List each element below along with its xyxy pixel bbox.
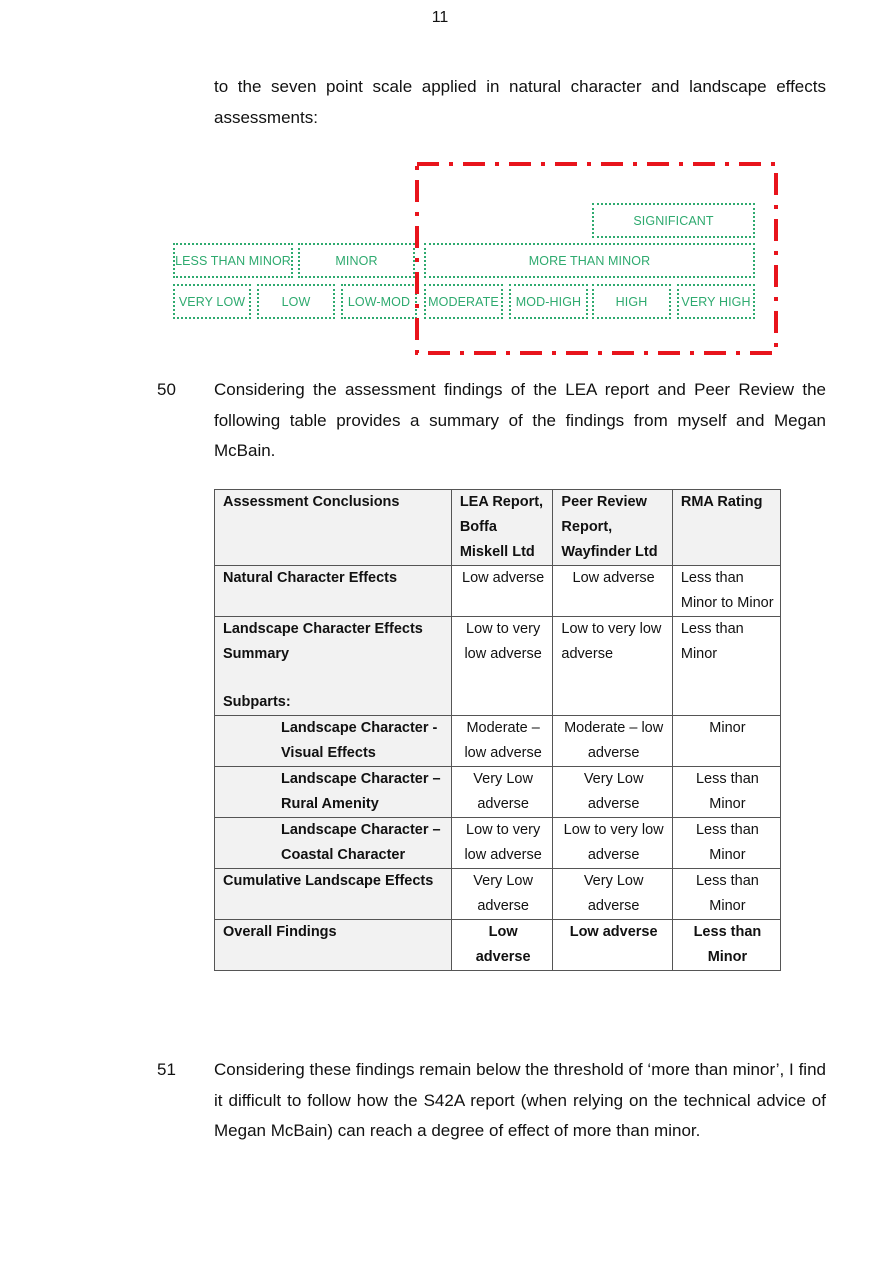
effects-scale-diagram [0,0,880,380]
scale-box-low-mod: LOW-MOD [341,284,417,319]
header-assessment-conclusions: Assessment Conclusions [215,490,452,566]
scale-box-moderate: MODERATE [424,284,503,319]
table-row [215,767,781,818]
peer-cell: Low adverse [553,920,672,971]
table-row [215,566,781,617]
lea-cell: Very Low adverse [451,767,553,818]
peer-cell: Low to very low adverse [553,617,672,716]
rma-cell: Less than Minor to Minor [672,566,780,617]
rma-cell: Less than Minor [672,920,780,971]
lea-cell: Low to very low adverse [451,617,553,716]
peer-cell: Low to very low adverse [553,818,672,869]
scale-box-more-than-minor: MORE THAN MINOR [424,243,755,278]
peer-cell: Very Low adverse [553,767,672,818]
header-lea-report: LEA Report, Boffa Miskell Ltd [451,490,553,566]
table-header-row [215,490,781,566]
scale-box-minor: MINOR [298,243,415,278]
more-than-minor-highlight-frame [415,162,778,355]
lea-cell: Low to very low adverse [451,818,553,869]
table-row [215,869,781,920]
header-peer-review: Peer Review Report, Wayfinder Ltd [553,490,672,566]
rma-cell: Less than Minor [672,818,780,869]
row-label: Landscape Character – Rural Amenity [215,767,452,818]
lea-cell: Low adverse [451,920,553,971]
scale-box-mod-high: MOD-HIGH [509,284,588,319]
lea-cell: Very Low adverse [451,869,553,920]
table-row [215,716,781,767]
row-label: Landscape Character – Coastal Character [215,818,452,869]
scale-box-less-than-minor: LESS THAN MINOR [173,243,293,278]
row-label-cell [215,617,452,716]
paragraph-number-50: 50 [157,380,176,399]
table-row [215,818,781,869]
scale-box-high: HIGH [592,284,671,319]
subparts-label: Subparts: [223,694,291,710]
intro-paragraph: to the seven point scale applied in natural character and landscape effects assessments: [214,77,826,127]
row-label: Natural Character Effects [215,566,452,617]
header-rma-rating: RMA Rating [672,490,780,566]
scale-box-very-high: VERY HIGH [677,284,755,319]
page-number: 11 [431,9,449,26]
rma-cell: Minor [672,716,780,767]
paragraph-51: Considering these findings remain below the threshold of ‘more than minor’, I find it difficult to follow how the S42A report (when relying on the technical advice of Megan McBain) can reach a degree of effect of more than minor. [214,1060,826,1140]
paragraph-50: Considering the assessment findings of the LEA report and Peer Review the following table provides a summary of the findings from myself and Megan McBain. [214,380,826,460]
peer-cell: Moderate – low adverse [553,716,672,767]
findings-summary-table [214,489,781,971]
row-label: Overall Findings [215,920,452,971]
paragraph-number-51: 51 [157,1060,176,1079]
rma-cell: Less than Minor [672,767,780,818]
row-label: Cumulative Landscape Effects [215,869,452,920]
lea-cell: Low adverse [451,566,553,617]
row-label: Landscape Character - Visual Effects [215,716,452,767]
table-row [215,617,781,716]
rma-cell: Less than Minor [672,617,780,716]
peer-cell: Low adverse [553,566,672,617]
peer-cell: Very Low adverse [553,869,672,920]
scale-box-very-low: VERY LOW [173,284,251,319]
row-label: Landscape Character Effects Summary [223,621,423,662]
rma-cell: Less than Minor [672,869,780,920]
lea-cell: Moderate – low adverse [451,716,553,767]
scale-box-low: LOW [257,284,335,319]
scale-box-significant: SIGNIFICANT [592,203,755,238]
table-row [215,920,781,971]
